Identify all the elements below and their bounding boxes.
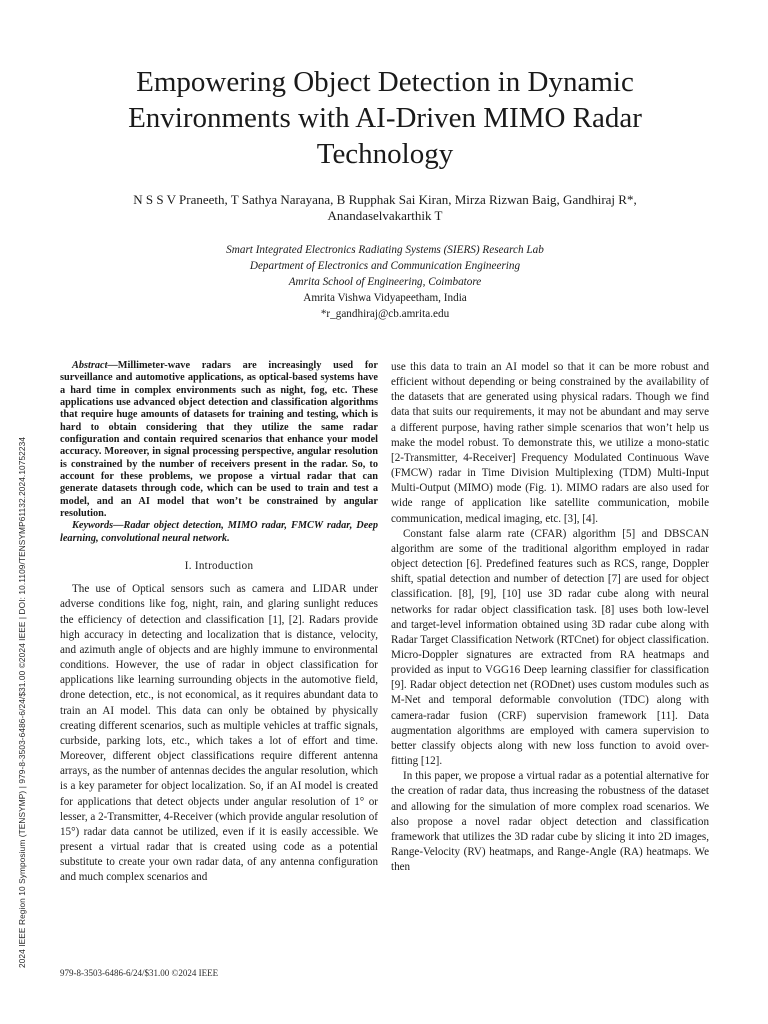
side-identifier — [17, 368, 27, 968]
affiliation-lab: Smart Integrated Electronics Radiating Systems (SIERS) Research Lab — [226, 244, 544, 256]
abstract — [60, 360, 378, 520]
right-column — [391, 360, 709, 875]
intro-paragraph: The use of Optical sensors such as camera and LIDAR under adverse conditions like fog, night, rain, and glaring sunlight reduces the efficiency of detection and classification [1], [2]. Radars provide high accuracy in detecting and localization that is distance, velocity, and azimuth angle of objects and are highly immune to environmental conditions. However, the use of radar in object classification for applications like learning surrounding objects in the automotive field, drone detection, etc., is not economical, as it requires abundant data to train an AI model. This data can only be obtained by physically creating different scenarios, such as multiple vehicles at traffic signals, curbside, parking lots, etc., which takes a lot of effort and time. Moreover, different object classifications require different antenna arrays, as the number of antennas decides the angular resolution, which is a key parameter for object localization. So, if an AI model is created for applications that detect objects under angular resolution of 1° or lesser, a 2-Transmitter, 4-Receiver (which provide angular resolution of 15°) radar data cannot be utilized, even if it is easily accessible. We present a virtual radar that is created using code as a potential substitute to create your own radar data, of any antenna configuration and much complex scenarios and — [60, 583, 378, 884]
author-line-2: Anandaselvakarthik T — [327, 208, 443, 223]
affiliation-department: Department of Electronics and Communication Engineering — [249, 260, 521, 272]
author-list — [70, 192, 700, 224]
left-column — [60, 360, 378, 885]
paper-title: Empowering Object Detection in Dynamic Environments with AI-Driven MIMO Radar Technology — [128, 66, 642, 170]
author-line-1: N S S V Praneeth, T Sathya Narayana, B Rupphak Sai Kiran, Mirza Rizwan Baig, Gandhiraj R*, — [133, 192, 637, 207]
side-identifier-text: 2024 IEEE Region 10 Symposium (TENSYMP) | 979-8-3503-6486-6/24/$31.00 ©2024 IEEE | DOI: 10.1109/TENSYMP61132.2024.10752234 — [17, 436, 27, 968]
abstract-text: Millimeter-wave radars are increasingly used for surveillance and automotive applications, as optical-based systems have a hard time in complex environments such as night, fog, etc. These applications use advanced object detection and classification algorithms that require huge amounts of datasets for training and testing, which is hard to obtain considering that they utilize the same radar configuration and contain required scenarios that enhance your model accuracy. Moreover, in signal processing perspective, angular resolution is constrained by the number of receivers present in the radar. So, to account for these problems, we propose a virtual radar that can generate datasets through code, which can be used to train and test a model, and an AI model that won’t be constrained by angular resolution. — [60, 360, 378, 520]
section-heading-introduction: I. Introduction — [184, 560, 254, 573]
keywords: Keywords—Radar object detection, MIMO radar, FMCW radar, Deep learning, convolutional neural network. — [60, 520, 378, 544]
page-footer: 979-8-3503-6486-6/24/$31.00 ©2024 IEEE — [60, 968, 219, 978]
affiliation-email: *r_gandhiraj@cb.amrita.edu — [320, 308, 450, 320]
abstract-label: Abstract— — [72, 360, 118, 371]
body-paragraph: use this data to train an AI model so that it can be more robust and efficient without depending or being constrained by the availability of the datasets that are generated using physical radars. Though we find data that suits our requirements, it may not be abundant and may serve a different purpose, having rather simple scenarios that won’t help us make the model robust. To demonstrate this, we utilize a mono-static [2-Transmitter, 4-Receiver] Frequency Modulated Continuous Wave (FMCW) radar in Time Division Multiplexing (TDM) Multi-Input Multi-Output (MIMO) mode (Fig. 1). MIMO radars are also used for wide range of application like satellite communication, mobile communication, medical imaging, etc. [3], [4]. — [391, 361, 709, 525]
body-paragraph: In this paper, we propose a virtual radar as a potential alternative for the creation of radar data, thus increasing the robustness of the dataset and allowing for the simulation of more complex road scenarios. We also propose a novel radar object detection and classification framework that utilizes the 3D radar cube by slicing it into 2D images, Range-Velocity (RV) heatmaps, and Range-Angle (RA) heatmaps. We then — [391, 770, 709, 874]
affiliation-school: Amrita School of Engineering, Coimbatore — [288, 276, 482, 288]
body-paragraph: Constant false alarm rate (CFAR) algorithm [5] and DBSCAN algorithm are some of the traditional algorithm employed in radar object detection [6]. Predefined features such as RCS, range, Doppler shift, spatial detection and number of detection [7] are used for object classification. [8], [9], [10] use 3D radar cube along with neural networks for radar object classification task. [8] uses both low-level and target-level information obtained using 3D radar cube along with Radar Target Classification Network (RTCnet) for object classification. Micro-Doppler signatures are extracted from RA heatmaps and provided as input to VGG16 Deep learning classifier for classification [9]. Radar object detection net (RODnet) uses custom modules such as M-Net and temporal deformable convolution (TDC) along with camera-radar fusion (CRF) supervision framework [11]. Data augmentation algorithms are employed with camera supervision to better classify objects along with new loss function to avoid over-fitting [12]. — [391, 527, 709, 768]
affiliation-university: Amrita Vishwa Vidyapeetham, India — [303, 292, 467, 304]
affiliation-block — [100, 242, 670, 322]
